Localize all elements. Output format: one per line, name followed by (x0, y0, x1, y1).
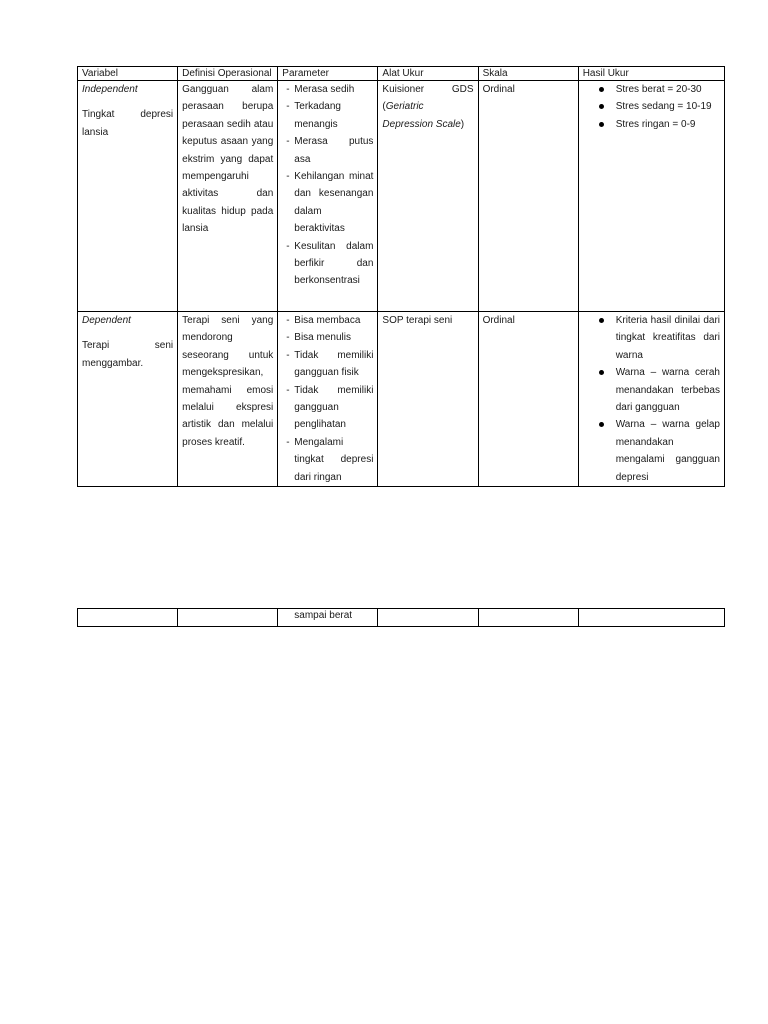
tool-italic: Geriatric Depression Scale (382, 101, 461, 130)
table-row (78, 609, 725, 627)
result-cell (578, 81, 724, 312)
list-item: Warna – warna cerah menandakan terbebas dari gangguan (583, 364, 720, 416)
table-header-row (78, 67, 725, 81)
empty-cell (578, 609, 724, 627)
variable-name: Tingkat depresi lansia (82, 109, 174, 138)
tool-cell (378, 81, 478, 312)
empty-cell (478, 609, 578, 627)
empty-cell (378, 609, 478, 627)
list-item: Stres berat = 20-30 (583, 81, 720, 98)
parameter-list (282, 312, 373, 486)
tool-suffix: ) (460, 118, 465, 130)
header-definisi: Definisi Operasional (178, 67, 278, 81)
list-item: Stres ringan = 0-9 (583, 116, 720, 133)
variable-name: Terapi seni menggambar. (82, 340, 174, 369)
table-row (78, 81, 725, 312)
result-cell (578, 312, 724, 487)
definition-text: Terapi seni yang mendorong seseorang untuk mengekspresikan, memahami emosi melalui ekspresi artistik dan melalui proses kreatif. (182, 315, 274, 448)
result-list (583, 81, 720, 133)
list-item: - Kehilangan minat dan kesenangan dalam beraktivitas (282, 168, 373, 238)
continuation-table (77, 608, 725, 627)
tool-cell: SOP terapi seni (378, 312, 478, 487)
header-skala: Skala (478, 67, 578, 81)
continuation-parameter (278, 609, 378, 627)
tool-prefix: Kuisioner GDS ( (382, 84, 474, 113)
empty-cell (78, 609, 178, 627)
variable-type: Dependent (82, 315, 131, 326)
variable-table (77, 66, 725, 487)
list-item: Stres sedang = 10-19 (583, 98, 720, 115)
continuation-text: sampai berat (294, 610, 353, 621)
list-item: - Bisa menulis (282, 329, 373, 346)
scale-cell: Ordinal (478, 81, 578, 312)
list-item: - Tidak memiliki gangguan penglihatan (282, 382, 373, 434)
list-item: Kriteria hasil dinilai dari tingkat kreatifitas dari warna (583, 312, 720, 364)
empty-cell (178, 609, 278, 627)
parameter-list (282, 81, 373, 290)
list-item: - Bisa membaca (282, 312, 373, 329)
list-item: - Kesulitan dalam berfikir dan berkonsentrasi (282, 238, 373, 290)
tool-text (382, 81, 473, 133)
definition-cell (178, 81, 278, 312)
header-alat-ukur: Alat Ukur (378, 67, 478, 81)
list-item: - Merasa sedih (282, 81, 373, 98)
list-item: - Mengalami tingkat depresi dari ringan (282, 434, 373, 486)
table-row (78, 312, 725, 487)
variable-type: Independent (82, 84, 138, 95)
definition-text: Gangguan alam perasaan berupa perasaan sedih atau keputus asaan yang ekstrim yang dapat mempengaruhi aktivitas dan kualitas hidup pada lansia (182, 84, 274, 235)
list-item: - Merasa putus asa (282, 133, 373, 168)
list-item: - Tidak memiliki gangguan fisik (282, 347, 373, 382)
scale-cell: Ordinal (478, 312, 578, 487)
result-list (583, 312, 720, 486)
parameter-cell (278, 312, 378, 487)
header-parameter: Parameter (278, 67, 378, 81)
parameter-cell (278, 81, 378, 312)
header-variabel: Variabel (78, 67, 178, 81)
variable-cell (78, 312, 178, 487)
header-hasil-ukur: Hasil Ukur (578, 67, 724, 81)
variable-cell (78, 81, 178, 312)
list-item: - Terkadang menangis (282, 98, 373, 133)
list-item: Warna – warna gelap menandakan mengalami gangguan depresi (583, 416, 720, 486)
definition-cell (178, 312, 278, 487)
